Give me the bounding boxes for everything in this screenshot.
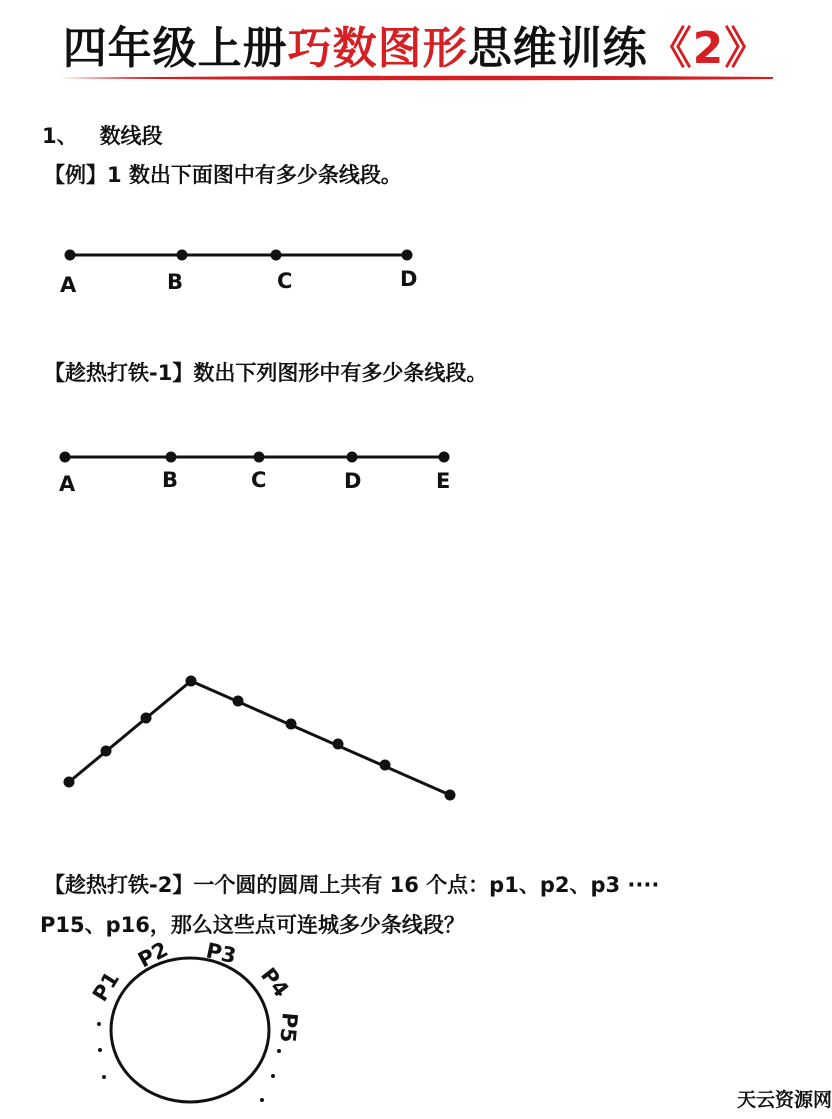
point-dot	[333, 739, 344, 750]
point-dot	[233, 696, 244, 707]
point-label-c: C	[251, 468, 267, 492]
point-dot	[445, 790, 456, 801]
point-dot	[271, 250, 282, 261]
ellipsis-dot	[277, 1049, 281, 1053]
point-label-d: D	[344, 469, 362, 493]
footer-watermark: 天云资源网	[737, 1089, 832, 1111]
point-dot	[347, 452, 358, 463]
point-dot	[286, 719, 297, 730]
point-dot	[380, 760, 391, 771]
point-label-d: D	[400, 267, 418, 291]
point-dot	[402, 250, 413, 261]
point-label-c: C	[277, 269, 293, 293]
point-label-b: B	[162, 468, 179, 492]
point-dot	[439, 452, 450, 463]
point-dot	[166, 452, 177, 463]
ellipsis-dot	[271, 1074, 275, 1078]
ellipsis-dot	[102, 1075, 106, 1079]
title-part-1: 四年级上册	[62, 23, 288, 74]
polyline-path	[69, 681, 450, 795]
ellipsis-dot	[97, 1022, 101, 1026]
title-part-2: 巧数图形	[287, 23, 468, 74]
point-dot	[177, 250, 188, 261]
point-dot	[186, 676, 197, 687]
exercise1-segment-figure	[59, 452, 450, 497]
title-part-4: 《2》	[647, 23, 770, 74]
ellipsis-dot	[260, 1098, 264, 1102]
section-number: 1、	[42, 124, 78, 148]
circle-figure	[88, 937, 302, 1102]
point-dot	[101, 746, 112, 757]
polyline-figure	[64, 676, 456, 801]
point-dot	[64, 777, 75, 788]
circle-label-p1: P1	[87, 967, 125, 1006]
example-question: 【例】1 数出下面图中有多少条线段。	[44, 163, 402, 187]
exercise2-question-line2: P15、p16，那么这些点可连城多少条线段？	[40, 913, 465, 937]
point-label-e: E	[436, 469, 451, 493]
point-dot	[60, 452, 71, 463]
point-label-a: A	[59, 472, 76, 496]
circle-label-p3: P3	[203, 938, 239, 969]
point-dot	[254, 452, 265, 463]
circle-label-p5: P5	[275, 1011, 302, 1044]
exercise2-question-line1: 【趁热打铁-2】一个圆的圆周上共有 16 个点：p1、p2、p3 ····	[44, 873, 660, 897]
circle-outline	[111, 958, 269, 1102]
title-part-3: 思维训练	[467, 23, 648, 74]
exercise1-question: 【趁热打铁-1】数出下列图形中有多少条线段。	[44, 361, 488, 385]
point-label-b: B	[167, 270, 184, 294]
point-dot	[65, 250, 76, 261]
point-label-a: A	[60, 273, 77, 297]
circle-label-p2: P2	[134, 937, 172, 973]
ellipsis-dot	[98, 1048, 102, 1052]
circle-label-p4: P4	[256, 963, 294, 1002]
section-title: 数线段	[99, 124, 163, 148]
point-dot	[141, 713, 152, 724]
example-segment-figure	[60, 250, 417, 298]
